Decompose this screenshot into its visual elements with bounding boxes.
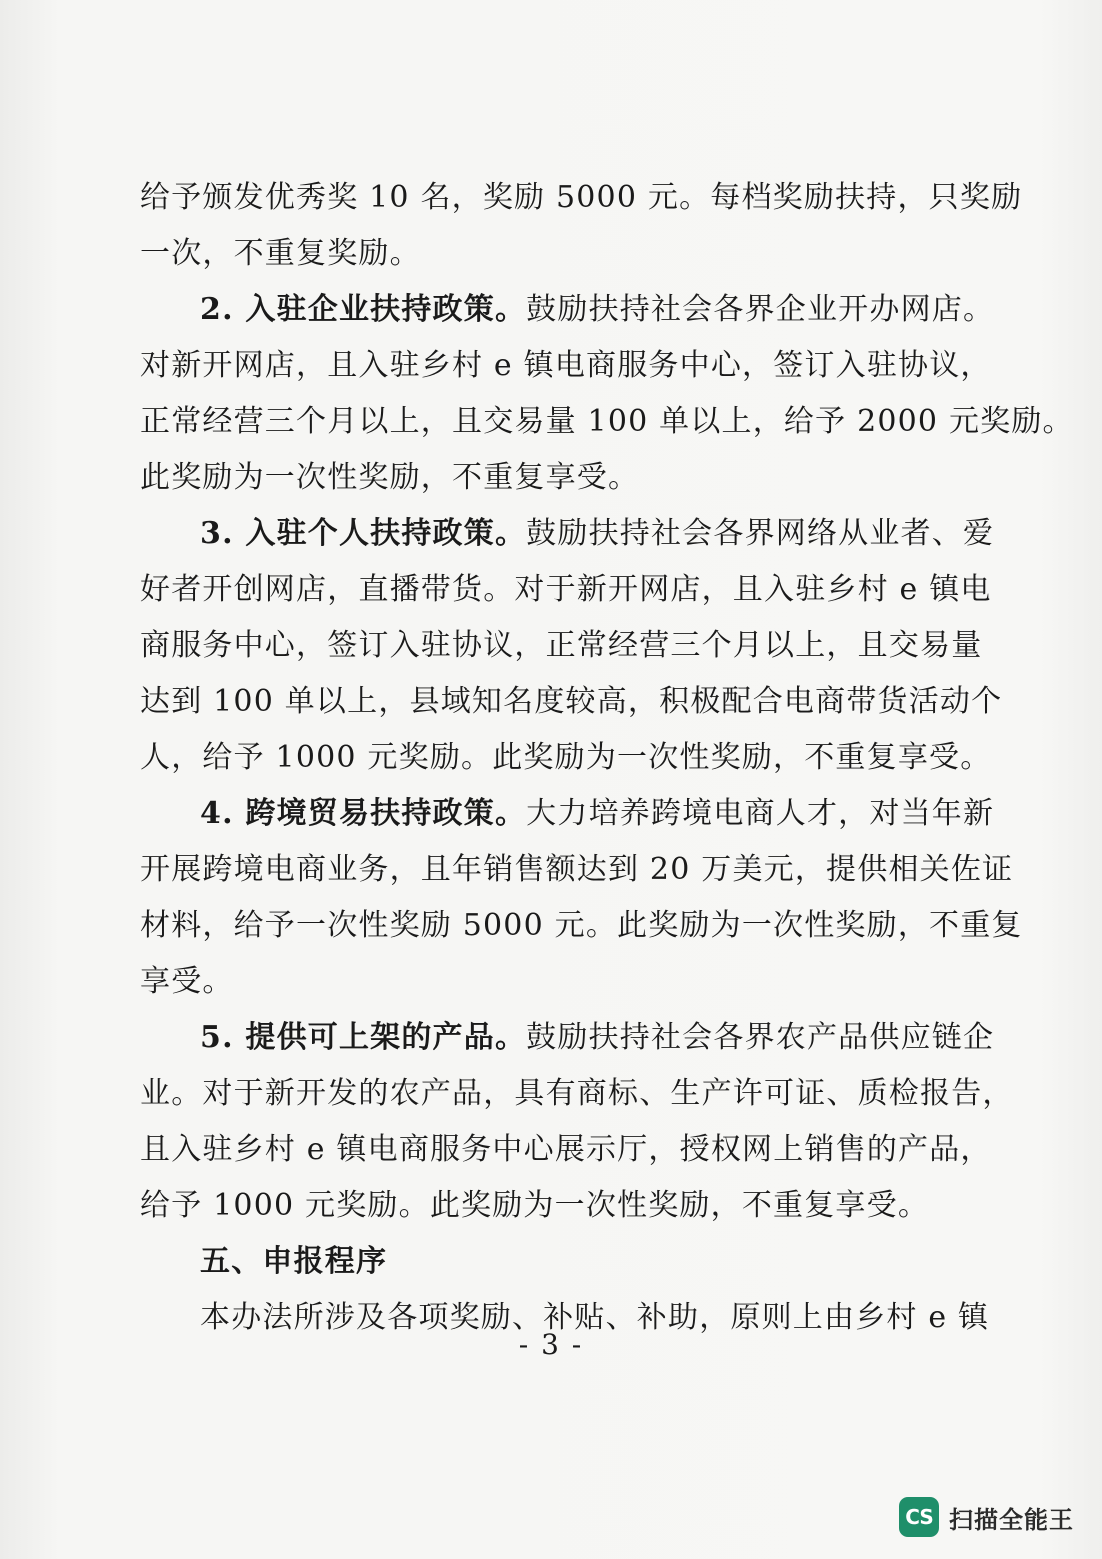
- text-line: 开展跨境电商业务，且年销售额达到 20 万美元，提供相关佐证: [140, 852, 1014, 887]
- policy-heading: 3. 入驻个人扶持政策。: [200, 516, 527, 551]
- policy-heading: 4. 跨境贸易扶持政策。: [200, 796, 527, 831]
- text-line: 材料，给予一次性奖励 5000 元。此奖励为一次性奖励，不重复: [140, 908, 1023, 943]
- text-line: 本办法所涉及各项奖励、补贴、补助，原则上由乡村 e 镇: [200, 1300, 990, 1335]
- text-line: 享受。: [140, 964, 234, 999]
- policy-heading-line: 5. 提供可上架的产品。鼓励扶持社会各界农产品供应链企: [200, 1020, 995, 1055]
- text-line: 达到 100 单以上，县域知名度较高，积极配合电商带货活动个: [140, 684, 1003, 719]
- text-line: 一次，不重复奖励。: [140, 236, 421, 271]
- watermark-label: 扫描全能王: [949, 1505, 1074, 1534]
- text-line: 给予 1000 元奖励。此奖励为一次性奖励，不重复享受。: [140, 1188, 930, 1223]
- policy-heading-line: 2. 入驻企业扶持政策。鼓励扶持社会各界企业开办网店。: [200, 292, 995, 327]
- text-line: 业。对于新开发的农产品，具有商标、生产许可证、质检报告，: [140, 1076, 1014, 1111]
- policy-heading-line: 4. 跨境贸易扶持政策。大力培养跨境电商人才，对当年新: [200, 796, 995, 831]
- text-line: 人，给予 1000 元奖励。此奖励为一次性奖励，不重复享受。: [140, 740, 992, 775]
- section-heading: 五、申报程序: [200, 1244, 388, 1279]
- text-line: 正常经营三个月以上，且交易量 100 单以上，给予 2000 元奖励。: [140, 404, 1074, 439]
- section-heading-line: [140, 1234, 910, 1290]
- text-line: 此奖励为一次性奖励，不重复享受。: [140, 460, 640, 495]
- text-line: 且入驻乡村 e 镇电商服务中心展示厅，授权网上销售的产品，: [140, 1132, 992, 1167]
- text-line: 给予颁发优秀奖 10 名，奖励 5000 元。每档奖励扶持，只奖励: [140, 180, 1023, 215]
- policy-heading: 2. 入驻企业扶持政策。: [200, 292, 527, 327]
- document-body: [140, 170, 1074, 1346]
- scanner-watermark: [899, 1497, 1074, 1537]
- policy-heading-line: 3. 入驻个人扶持政策。鼓励扶持社会各界网络从业者、爱: [200, 516, 995, 551]
- camscanner-logo-icon: CS: [899, 1497, 939, 1537]
- text-line: 对新开网店，且入驻乡村 e 镇电商服务中心，签订入驻协议，: [140, 348, 992, 383]
- text-line: 商服务中心，签订入驻协议，正常经营三个月以上，且交易量: [140, 628, 983, 663]
- policy-heading: 5. 提供可上架的产品。: [200, 1020, 527, 1055]
- page-number: - 3 -: [518, 1328, 584, 1361]
- text-line: 好者开创网店，直播带货。对于新开网店，且入驻乡村 e 镇电: [140, 572, 992, 607]
